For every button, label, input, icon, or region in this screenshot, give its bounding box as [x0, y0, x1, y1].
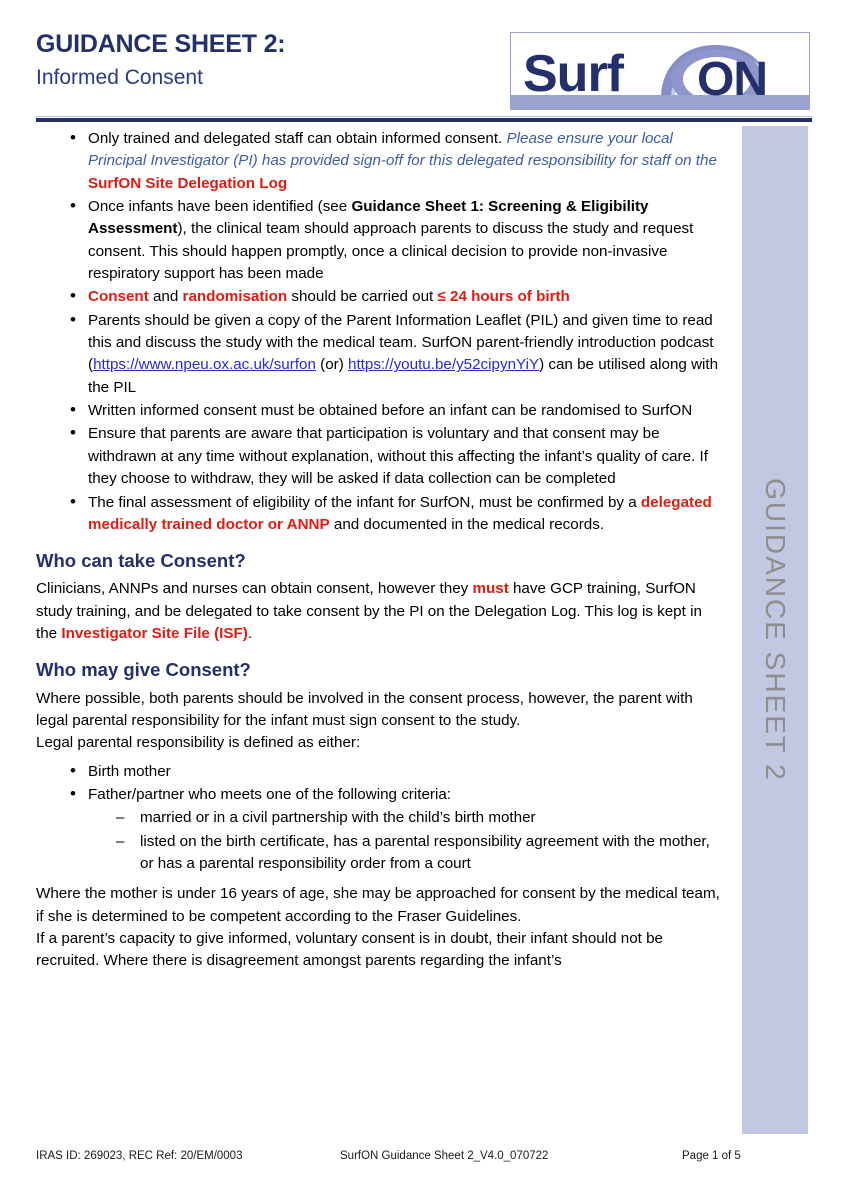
pr-list-item-1	[36, 784, 726, 875]
bullet-consent-randomisation-run-0: Consent	[88, 288, 149, 306]
who-can-take-run-4: .	[247, 625, 253, 643]
document-body	[36, 128, 726, 973]
bullet-final-assessment	[36, 492, 726, 537]
bullet-parent-leaflet-run-2: (or)	[315, 356, 348, 374]
bullet-trained-staff	[36, 128, 726, 195]
bullet-parent-leaflet-run-1[interactable]: https://www.npeu.ox.ac.uk/surfon	[93, 356, 316, 374]
bullet-parent-leaflet	[36, 310, 726, 399]
footer-doc-ref: SurfON Guidance Sheet 2_V4.0_070722	[340, 1150, 549, 1162]
bullet-trained-staff-run-2: SurfON Site Delegation Log	[88, 174, 288, 192]
bullet-written-consent-run-0: Written informed consent must be obtained before an infant can be randomised to SurfON	[88, 402, 693, 420]
side-tab-label: GUIDANCE SHEET 2	[760, 478, 791, 782]
header-divider-thick	[36, 118, 812, 122]
footer-iras-id: IRAS ID: 269023, REC Ref: 20/EM/0003	[36, 1150, 243, 1162]
surfon-logo	[510, 32, 810, 110]
footer-page-number: Page 1 of 5	[682, 1150, 741, 1162]
bullet-final-assessment-run-2: and documented in the medical records.	[329, 515, 605, 533]
paragraph-capacity-doubt: If a parent’s capacity to give informed, voluntary consent is in doubt, their infant should not be recruited. Where there is disagreement amongst parents regarding the infant’s	[36, 930, 663, 970]
bullet-written-consent	[36, 400, 726, 422]
bullet-consent-randomisation-run-2: randomisation	[182, 288, 288, 306]
bullet-identify-infants-run-1: Guidance Sheet 1: Screening & Eligibility Assessment	[88, 198, 649, 238]
pr-list-item-label: Father/partner who meets one of the following criteria:	[88, 785, 451, 803]
title-block	[36, 30, 486, 90]
bullet-consent-randomisation-run-4: ≤ 24 hours of birth	[437, 288, 570, 306]
paragraph-who-can-take-consent	[36, 578, 726, 645]
header-divider	[36, 116, 812, 122]
page-subtitle: Informed Consent	[36, 65, 203, 89]
who-can-take-run-0: Clinicians, ANNPs and nurses can obtain consent, however they	[36, 580, 473, 598]
bullet-parent-leaflet-run-0: Parents should be given a copy of the Parent Information Leaflet (PIL) and given time to read this and discuss the study with the medical team. SurfON parent-friendly introduction podcast (	[88, 311, 714, 374]
bullet-parent-leaflet-run-4: ) can be utilised along with the PIL	[88, 356, 719, 396]
who-can-take-run-2: have GCP training, SurfON study training, and be delegated to take consent by the PI on the Delegation Log. This log is kept in the	[36, 580, 702, 643]
page-header	[36, 30, 812, 112]
bullet-identify-infants	[36, 196, 726, 285]
surfon-logo-icon	[511, 33, 809, 109]
parental-responsibility-list	[36, 761, 726, 876]
bullet-trained-staff-run-1: Please ensure your local Principal Investigator (PI) has provided sign-off for this delegated responsibility for staff on the	[88, 130, 717, 170]
paragraph-mother-under-16: Where the mother is under 16 years of age, she may be approached for consent by the medical team, if she is determined to be competent according to the Fraser Guidelines.	[36, 885, 720, 925]
page-title: GUIDANCE SHEET 2:	[36, 30, 286, 58]
bullet-final-assessment-run-1: delegated medically trained doctor or ANNP	[88, 493, 712, 533]
page-footer	[36, 1150, 812, 1162]
bullet-consent-randomisation-run-1: and	[148, 288, 183, 306]
pr-list-item-0	[36, 761, 726, 783]
heading-who-may-give-consent: Who may give Consent?	[36, 659, 251, 681]
pr-list-item-label: Birth mother	[88, 762, 171, 780]
who-can-take-run-1: must	[472, 580, 509, 598]
header-divider-thin	[36, 116, 812, 117]
heading-who-can-take-consent: Who can take Consent?	[36, 550, 246, 572]
who-can-take-run-3: Investigator Site File (ISF)	[61, 625, 248, 643]
svg-text:ON: ON	[697, 53, 767, 106]
bullet-identify-infants-run-2: ), the clinical team should approach parents to discuss the study and request consent. This should happen promptly, once a clinical decision to provide non-invasive respiratory support has been made	[88, 220, 694, 283]
bullet-identify-infants-run-0: Once infants have been identified (see	[88, 198, 352, 216]
svg-text:Surf: Surf	[523, 45, 623, 103]
bullet-consent-randomisation	[36, 286, 726, 308]
pr-sub-item-1: – listed on the birth certificate, has a parental responsibility agreement with the mother, or has a parental responsibility order from a court	[88, 831, 726, 876]
main-bullet-list	[36, 128, 726, 536]
side-tab	[742, 126, 808, 1134]
paragraph-legal-responsibility-intro: Legal parental responsibility is defined as either:	[36, 734, 361, 752]
pr-sub-item-0: – married or in a civil partnership with the child’s birth mother	[88, 807, 726, 829]
bullet-voluntary-participation-run-0: Ensure that parents are aware that participation is voluntary and that consent may be withdrawn at any time without explanation, without this affecting the infant’s quality of care. If they choose to withdraw, they will be asked if data collection can be completed	[88, 425, 708, 488]
bullet-trained-staff-run-0: Only trained and delegated staff can obtain informed consent.	[88, 130, 507, 147]
bullet-final-assessment-run-0: The final assessment of eligibility of the infant for SurfON, must be confirmed by a	[88, 493, 641, 511]
paragraph-both-parents: Where possible, both parents should be involved in the consent process, however, the parent with legal parental responsibility for the infant must sign consent to the study.	[36, 689, 693, 729]
bullet-voluntary-participation	[36, 423, 726, 490]
bullet-consent-randomisation-run-3: should be carried out	[287, 288, 438, 306]
pr-sub-list	[88, 807, 726, 875]
bullet-parent-leaflet-run-3[interactable]: https://youtu.be/y52cipynYiY	[348, 356, 540, 374]
